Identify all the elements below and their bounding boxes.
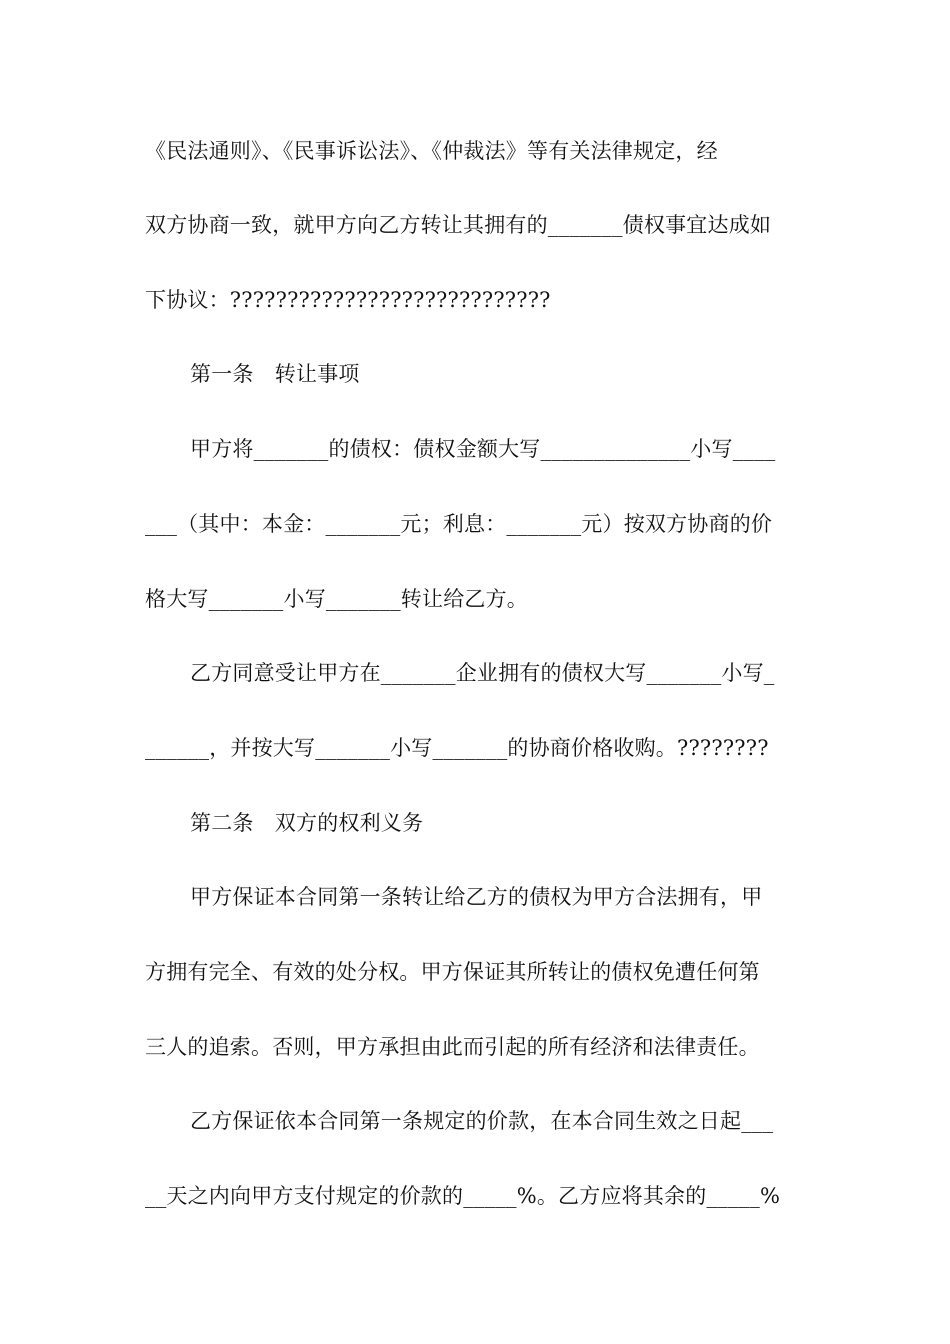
- text-line-15: __天之内向甲方支付规定的价款的_____%。乙方应将其余的_____%: [145, 1184, 781, 1208]
- article-1-heading: 第一条 转让事项: [190, 362, 360, 386]
- text-line-13: 三人的追索。否则，甲方承担由此而引起的所有经济和法律责任。: [145, 1035, 760, 1059]
- text-line-3: 下协议：????????????????????????????: [145, 288, 551, 312]
- text-line-11: 甲方保证本合同第一条转让给乙方的债权为甲方合法拥有，甲: [190, 885, 763, 909]
- text-line-8: 乙方同意受让甲方在_______企业拥有的债权大写_______小写_: [190, 661, 775, 685]
- article-2-heading: 第二条 双方的权利义务: [190, 811, 424, 835]
- text-line-14: 乙方保证依本合同第一条规定的价款，在本合同生效之日起___: [190, 1109, 774, 1133]
- text-line-5: 甲方将_______的债权：债权金额大写______________小写____: [190, 437, 776, 461]
- text-line-6: ___（其中：本金：_______元；利息：_______元）按双方协商的价: [145, 512, 773, 536]
- text-line-1: 《民法通则》、《民事诉讼法》、《仲裁法》等有关法律规定，经: [145, 139, 718, 163]
- text-line-2: 双方协商一致，就甲方向乙方转让其拥有的_______债权事宜达成如: [145, 213, 772, 237]
- text-line-7: 格大写_______小写_______转让给乙方。: [145, 587, 528, 611]
- text-line-12: 方拥有完全、有效的处分权。甲方保证其所转让的债权免遭任何第: [145, 960, 760, 984]
- text-line-9: ______，并按大写_______小写_______的协商价格收购。????????: [145, 736, 769, 760]
